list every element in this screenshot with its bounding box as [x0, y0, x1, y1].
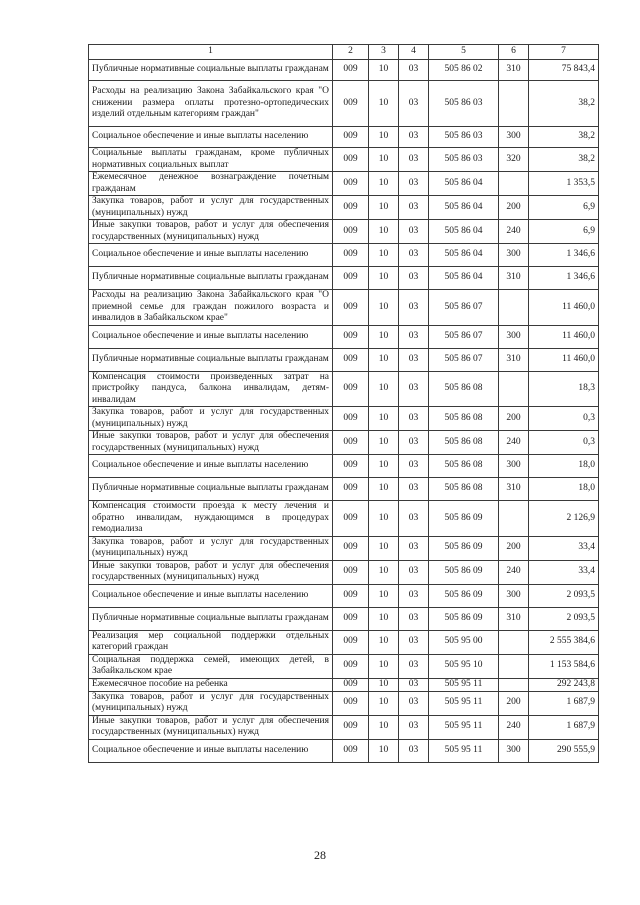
cell-code-2: 009	[333, 560, 369, 584]
cell-amount: 38,2	[529, 81, 599, 127]
cell-code-6: 200	[499, 536, 529, 560]
table-row	[89, 560, 599, 584]
cell-code-3: 10	[369, 630, 399, 654]
cell-name: Публичные нормативные социальные выплаты гражданам	[89, 60, 333, 81]
cell-code-2: 009	[333, 431, 369, 455]
cell-code-3: 10	[369, 371, 399, 407]
cell-code-4: 03	[399, 478, 429, 501]
cell-code-6: 240	[499, 560, 529, 584]
cell-code-6: 300	[499, 739, 529, 762]
header-cell-2: 2	[333, 45, 369, 60]
cell-code-4: 03	[399, 348, 429, 371]
cell-code-6: 240	[499, 220, 529, 244]
cell-amount: 11 460,0	[529, 348, 599, 371]
table-row	[89, 290, 599, 326]
cell-code-3: 10	[369, 431, 399, 455]
cell-code-2: 009	[333, 172, 369, 196]
cell-amount: 0,3	[529, 431, 599, 455]
cell-code-6	[499, 290, 529, 326]
cell-name: Публичные нормативные социальные выплаты гражданам	[89, 348, 333, 371]
cell-code-4: 03	[399, 407, 429, 431]
cell-code-2: 009	[333, 81, 369, 127]
cell-code-4: 03	[399, 739, 429, 762]
table-row	[89, 431, 599, 455]
cell-code-3: 10	[369, 560, 399, 584]
cell-code-3: 10	[369, 455, 399, 478]
cell-code-4: 03	[399, 81, 429, 127]
cell-code-4: 03	[399, 127, 429, 148]
table-row	[89, 81, 599, 127]
cell-code-5: 505 86 04	[429, 172, 499, 196]
cell-code-5: 505 86 04	[429, 267, 499, 290]
cell-code-3: 10	[369, 196, 399, 220]
cell-code-3: 10	[369, 654, 399, 678]
cell-name: Социальные выплаты гражданам, кроме публичных нормативных социальных выплат	[89, 148, 333, 172]
cell-code-4: 03	[399, 560, 429, 584]
cell-code-3: 10	[369, 536, 399, 560]
header-cell-5: 5	[429, 45, 499, 60]
cell-code-2: 009	[333, 455, 369, 478]
cell-code-3: 10	[369, 60, 399, 81]
cell-code-3: 10	[369, 290, 399, 326]
cell-code-6: 300	[499, 455, 529, 478]
cell-code-5: 505 86 09	[429, 536, 499, 560]
cell-name: Иные закупки товаров, работ и услуг для обеспечения государственных (муниципальных) нужд	[89, 220, 333, 244]
cell-name: Социальное обеспечение и иные выплаты населению	[89, 739, 333, 762]
cell-amount: 290 555,9	[529, 739, 599, 762]
header-cell-3: 3	[369, 45, 399, 60]
cell-code-2: 009	[333, 325, 369, 348]
cell-code-2: 009	[333, 407, 369, 431]
table-row	[89, 196, 599, 220]
header-cell-1: 1	[89, 45, 333, 60]
cell-code-2: 009	[333, 148, 369, 172]
cell-code-4: 03	[399, 455, 429, 478]
cell-code-2: 009	[333, 739, 369, 762]
cell-name: Социальное обеспечение и иные выплаты населению	[89, 455, 333, 478]
cell-code-3: 10	[369, 715, 399, 739]
cell-code-3: 10	[369, 691, 399, 715]
cell-name: Компенсация стоимости произведенных затрат на пристройку пандуса, балкона инвалидам, детям-инвалидам	[89, 371, 333, 407]
cell-code-4: 03	[399, 196, 429, 220]
cell-amount: 2 093,5	[529, 584, 599, 607]
cell-code-6: 300	[499, 244, 529, 267]
cell-code-4: 03	[399, 607, 429, 630]
cell-code-5: 505 86 07	[429, 325, 499, 348]
cell-code-4: 03	[399, 584, 429, 607]
cell-code-3: 10	[369, 148, 399, 172]
cell-name: Закупка товаров, работ и услуг для государственных (муниципальных) нужд	[89, 536, 333, 560]
cell-name: Иные закупки товаров, работ и услуг для обеспечения государственных (муниципальных) нужд	[89, 560, 333, 584]
cell-name: Иные закупки товаров, работ и услуг для обеспечения государственных (муниципальных) нужд	[89, 715, 333, 739]
cell-code-5: 505 86 08	[429, 407, 499, 431]
cell-code-5: 505 86 03	[429, 127, 499, 148]
table-body	[89, 60, 599, 763]
cell-code-5: 505 86 08	[429, 431, 499, 455]
cell-code-3: 10	[369, 607, 399, 630]
cell-amount: 18,3	[529, 371, 599, 407]
cell-code-5: 505 86 04	[429, 220, 499, 244]
header-cell-6: 6	[499, 45, 529, 60]
cell-amount: 2 555 384,6	[529, 630, 599, 654]
table-row	[89, 536, 599, 560]
cell-code-2: 009	[333, 607, 369, 630]
table-row	[89, 407, 599, 431]
table-row	[89, 267, 599, 290]
cell-code-3: 10	[369, 325, 399, 348]
cell-amount: 11 460,0	[529, 325, 599, 348]
table-row	[89, 172, 599, 196]
cell-code-6: 200	[499, 691, 529, 715]
cell-code-5: 505 86 08	[429, 478, 499, 501]
cell-amount: 1 153 584,6	[529, 654, 599, 678]
cell-amount: 38,2	[529, 127, 599, 148]
cell-code-5: 505 86 08	[429, 455, 499, 478]
cell-code-4: 03	[399, 431, 429, 455]
cell-code-2: 009	[333, 196, 369, 220]
table-row	[89, 654, 599, 678]
cell-name: Социальное обеспечение и иные выплаты населению	[89, 584, 333, 607]
budget-table	[88, 44, 599, 763]
table-row	[89, 715, 599, 739]
cell-code-2: 009	[333, 715, 369, 739]
table-row	[89, 630, 599, 654]
cell-code-5: 505 86 02	[429, 60, 499, 81]
cell-name: Реализация мер социальной поддержки отдельных категорий граждан	[89, 630, 333, 654]
cell-code-6: 300	[499, 325, 529, 348]
cell-code-2: 009	[333, 678, 369, 691]
cell-code-5: 505 86 09	[429, 501, 499, 537]
table-row	[89, 584, 599, 607]
cell-code-3: 10	[369, 267, 399, 290]
cell-code-2: 009	[333, 501, 369, 537]
cell-code-3: 10	[369, 739, 399, 762]
cell-amount: 38,2	[529, 148, 599, 172]
cell-code-6	[499, 678, 529, 691]
cell-code-6: 240	[499, 431, 529, 455]
cell-name: Иные закупки товаров, работ и услуг для обеспечения государственных (муниципальных) нужд	[89, 431, 333, 455]
cell-code-3: 10	[369, 127, 399, 148]
cell-code-5: 505 86 09	[429, 560, 499, 584]
cell-code-6: 320	[499, 148, 529, 172]
cell-name: Публичные нормативные социальные выплаты гражданам	[89, 607, 333, 630]
cell-code-6	[499, 501, 529, 537]
cell-code-5: 505 86 09	[429, 607, 499, 630]
cell-code-5: 505 86 08	[429, 371, 499, 407]
cell-code-6: 310	[499, 348, 529, 371]
cell-code-4: 03	[399, 536, 429, 560]
cell-code-4: 03	[399, 267, 429, 290]
cell-code-5: 505 95 11	[429, 739, 499, 762]
cell-code-6: 200	[499, 196, 529, 220]
page-number: 28	[314, 848, 326, 862]
cell-code-4: 03	[399, 172, 429, 196]
cell-code-6	[499, 172, 529, 196]
cell-code-2: 009	[333, 244, 369, 267]
cell-code-2: 009	[333, 371, 369, 407]
cell-code-5: 505 95 11	[429, 678, 499, 691]
cell-amount: 6,9	[529, 220, 599, 244]
cell-name: Закупка товаров, работ и услуг для государственных (муниципальных) нужд	[89, 691, 333, 715]
table-row	[89, 148, 599, 172]
table-row	[89, 127, 599, 148]
cell-code-4: 03	[399, 715, 429, 739]
cell-code-5: 505 86 03	[429, 81, 499, 127]
cell-code-6: 300	[499, 584, 529, 607]
cell-code-6: 310	[499, 607, 529, 630]
cell-code-5: 505 95 10	[429, 654, 499, 678]
cell-code-6	[499, 81, 529, 127]
cell-code-5: 505 86 07	[429, 348, 499, 371]
cell-name: Социальное обеспечение и иные выплаты населению	[89, 127, 333, 148]
table-row	[89, 325, 599, 348]
cell-amount: 18,0	[529, 455, 599, 478]
table-row	[89, 478, 599, 501]
cell-amount: 18,0	[529, 478, 599, 501]
cell-name: Расходы на реализацию Закона Забайкальского края "О снижении размера оплаты протезно-ортопедических изделий отдельным категориям граждан"	[89, 81, 333, 127]
cell-code-2: 009	[333, 478, 369, 501]
cell-code-4: 03	[399, 60, 429, 81]
cell-name: Публичные нормативные социальные выплаты гражданам	[89, 478, 333, 501]
cell-amount: 1 353,5	[529, 172, 599, 196]
cell-code-6	[499, 654, 529, 678]
cell-code-2: 009	[333, 654, 369, 678]
cell-code-6: 310	[499, 60, 529, 81]
cell-code-3: 10	[369, 81, 399, 127]
cell-code-2: 009	[333, 60, 369, 81]
cell-code-4: 03	[399, 244, 429, 267]
cell-code-2: 009	[333, 348, 369, 371]
cell-code-6: 310	[499, 267, 529, 290]
cell-code-4: 03	[399, 290, 429, 326]
cell-code-5: 505 86 04	[429, 196, 499, 220]
cell-code-2: 009	[333, 267, 369, 290]
cell-code-5: 505 95 00	[429, 630, 499, 654]
cell-code-3: 10	[369, 244, 399, 267]
cell-code-4: 03	[399, 501, 429, 537]
cell-amount: 75 843,4	[529, 60, 599, 81]
cell-code-3: 10	[369, 501, 399, 537]
table-row	[89, 371, 599, 407]
cell-code-3: 10	[369, 220, 399, 244]
cell-code-3: 10	[369, 172, 399, 196]
table-row	[89, 607, 599, 630]
cell-code-2: 009	[333, 630, 369, 654]
table-row	[89, 691, 599, 715]
cell-code-2: 009	[333, 127, 369, 148]
cell-code-6: 200	[499, 407, 529, 431]
cell-code-3: 10	[369, 678, 399, 691]
table-row	[89, 348, 599, 371]
cell-code-4: 03	[399, 654, 429, 678]
cell-code-2: 009	[333, 584, 369, 607]
cell-amount: 11 460,0	[529, 290, 599, 326]
table-row	[89, 455, 599, 478]
cell-name: Ежемесячное денежное вознаграждение почетным гражданам	[89, 172, 333, 196]
cell-code-4: 03	[399, 220, 429, 244]
cell-code-3: 10	[369, 584, 399, 607]
cell-code-2: 009	[333, 290, 369, 326]
cell-code-5: 505 86 04	[429, 244, 499, 267]
cell-code-3: 10	[369, 348, 399, 371]
cell-code-2: 009	[333, 220, 369, 244]
cell-code-6	[499, 371, 529, 407]
table-row	[89, 220, 599, 244]
table-row	[89, 244, 599, 267]
cell-amount: 2 093,5	[529, 607, 599, 630]
cell-name: Расходы на реализацию Закона Забайкальского края "О приемной семье для граждан пожилого возраста и инвалидов в Забайкальском крае"	[89, 290, 333, 326]
cell-amount: 33,4	[529, 560, 599, 584]
table-row	[89, 739, 599, 762]
cell-amount: 0,3	[529, 407, 599, 431]
header-cell-4: 4	[399, 45, 429, 60]
cell-code-5: 505 86 03	[429, 148, 499, 172]
cell-code-2: 009	[333, 691, 369, 715]
cell-code-4: 03	[399, 371, 429, 407]
cell-code-4: 03	[399, 691, 429, 715]
cell-code-4: 03	[399, 630, 429, 654]
cell-code-5: 505 86 07	[429, 290, 499, 326]
cell-name: Социальное обеспечение и иные выплаты населению	[89, 325, 333, 348]
cell-name: Закупка товаров, работ и услуг для государственных (муниципальных) нужд	[89, 196, 333, 220]
cell-amount: 292 243,8	[529, 678, 599, 691]
cell-amount: 33,4	[529, 536, 599, 560]
cell-code-4: 03	[399, 678, 429, 691]
cell-amount: 1 687,9	[529, 691, 599, 715]
cell-code-5: 505 86 09	[429, 584, 499, 607]
cell-name: Компенсация стоимости проезда к месту лечения и обратно инвалидам, нуждающимся в процедурах гемодиализа	[89, 501, 333, 537]
cell-amount: 2 126,9	[529, 501, 599, 537]
cell-amount: 6,9	[529, 196, 599, 220]
cell-code-6: 300	[499, 127, 529, 148]
cell-code-3: 10	[369, 478, 399, 501]
cell-code-3: 10	[369, 407, 399, 431]
cell-name: Закупка товаров, работ и услуг для государственных (муниципальных) нужд	[89, 407, 333, 431]
cell-code-4: 03	[399, 148, 429, 172]
cell-amount: 1 687,9	[529, 715, 599, 739]
cell-code-2: 009	[333, 536, 369, 560]
table-row	[89, 678, 599, 691]
cell-amount: 1 346,6	[529, 267, 599, 290]
header-cell-7: 7	[529, 45, 599, 60]
cell-name: Социальное обеспечение и иные выплаты населению	[89, 244, 333, 267]
cell-code-6: 310	[499, 478, 529, 501]
cell-amount: 1 346,6	[529, 244, 599, 267]
table-row	[89, 501, 599, 537]
cell-code-5: 505 95 11	[429, 691, 499, 715]
cell-name: Ежемесячное пособие на ребенка	[89, 678, 333, 691]
cell-code-6: 240	[499, 715, 529, 739]
cell-name: Социальная поддержка семей, имеющих детей, в Забайкальском крае	[89, 654, 333, 678]
table-header-row	[89, 45, 599, 60]
cell-code-4: 03	[399, 325, 429, 348]
cell-name: Публичные нормативные социальные выплаты гражданам	[89, 267, 333, 290]
cell-code-5: 505 95 11	[429, 715, 499, 739]
cell-code-6	[499, 630, 529, 654]
table-row	[89, 60, 599, 81]
